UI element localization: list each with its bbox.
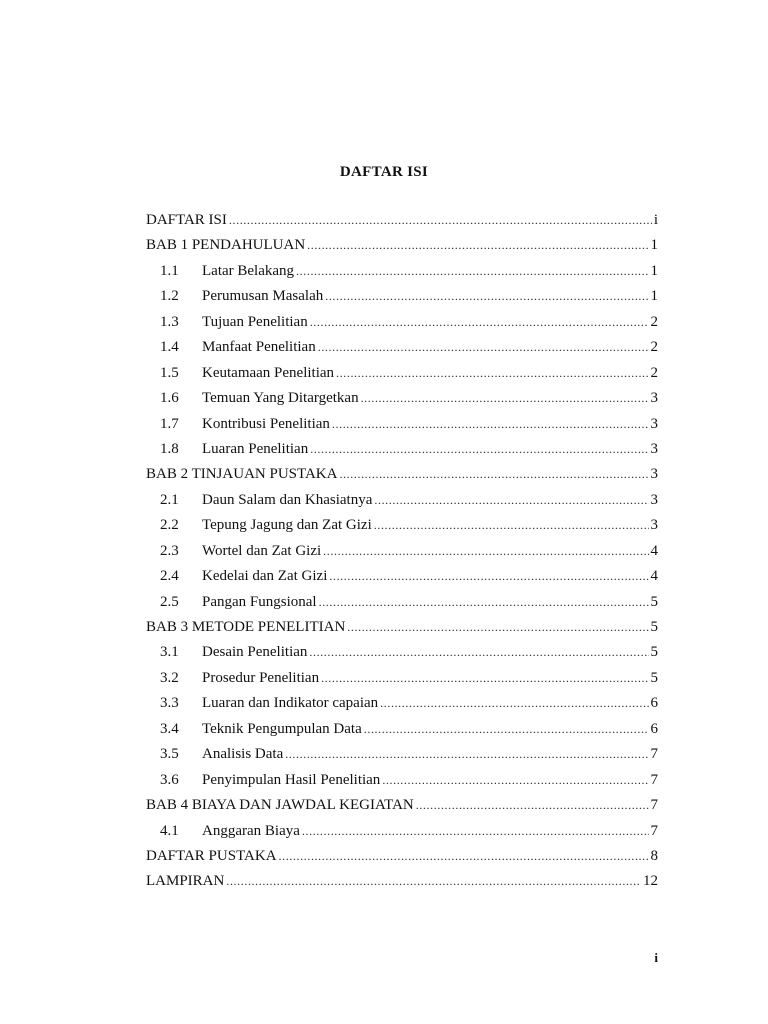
- toc-entry-label: Luaran Penelitian: [202, 440, 309, 457]
- toc-entry-number: 3.6: [160, 771, 179, 788]
- toc-entry: [146, 314, 658, 339]
- dot-leader: [309, 645, 648, 660]
- toc-entry-page: 6: [650, 695, 658, 712]
- dot-leader: [332, 417, 649, 432]
- toc-entry-page: 3: [650, 415, 658, 432]
- toc-entry-page: 1: [650, 262, 658, 279]
- dot-leader: [310, 442, 648, 457]
- page-number: i: [654, 950, 658, 965]
- toc-entry-number: 1.2: [160, 288, 179, 305]
- toc-entry: [146, 390, 658, 415]
- toc-entry-label: Wortel dan Zat Gizi: [202, 542, 322, 559]
- toc-entry-number: 2.2: [160, 517, 179, 534]
- toc-entry: [146, 721, 658, 746]
- toc-entry-page: 5: [650, 644, 658, 661]
- toc-entry: [146, 263, 658, 288]
- toc-entry: [146, 237, 658, 262]
- dot-leader: [323, 544, 648, 559]
- toc-entry-page: 3: [650, 491, 658, 508]
- dot-leader: [296, 264, 648, 279]
- toc-entry-label: DAFTAR ISI: [146, 212, 227, 228]
- toc-entry-page: 5: [650, 669, 658, 686]
- dot-leader: [382, 773, 648, 788]
- toc-entry-label: Daun Salam dan Khasiatnya: [202, 491, 373, 508]
- toc-entry-number: 1.1: [160, 262, 179, 279]
- dot-leader: [279, 849, 649, 864]
- toc-entry-label: Tepung Jagung dan Zat Gizi: [202, 517, 372, 534]
- dot-leader: [374, 518, 649, 533]
- dot-leader: [285, 747, 648, 762]
- toc-entry-page: 6: [650, 720, 658, 737]
- toc-entry-label: Pangan Fungsional: [202, 593, 317, 610]
- dot-leader: [307, 238, 648, 253]
- toc-entry-number: 2.1: [160, 491, 179, 508]
- toc-entry-number: 1.6: [160, 390, 179, 407]
- dot-leader: [361, 391, 649, 406]
- toc-entry-number: 1.4: [160, 339, 179, 356]
- toc-entry-label: DAFTAR PUSTAKA: [146, 847, 277, 864]
- dot-leader: [318, 340, 649, 355]
- toc-entry-page: 2: [650, 313, 658, 330]
- toc-entry: [146, 568, 658, 593]
- toc-entry-page: 7: [650, 746, 658, 763]
- toc-entry: [146, 466, 658, 491]
- toc-entry-label: Manfaat Penelitian: [202, 339, 316, 356]
- toc-entry: [146, 543, 658, 568]
- dot-leader: [321, 671, 648, 686]
- toc-entry: [146, 848, 658, 873]
- toc-entry-page: 8: [650, 847, 658, 864]
- toc-entry: [146, 772, 658, 797]
- toc-entry-page: 3: [650, 390, 658, 407]
- toc-entry-page: 1: [650, 288, 658, 305]
- toc-entry-page: 3: [650, 440, 658, 457]
- toc-entry-label: Anggaran Biaya: [202, 822, 300, 839]
- dot-leader: [416, 798, 649, 813]
- dot-leader: [329, 569, 648, 584]
- dot-leader: [229, 213, 652, 228]
- toc-entry-page: 3: [650, 517, 658, 534]
- dot-leader: [302, 824, 649, 839]
- dot-leader: [226, 874, 641, 889]
- toc-entry: [146, 416, 658, 441]
- table-of-contents: [146, 212, 658, 899]
- toc-entry-label: Analisis Data: [202, 746, 284, 763]
- toc-entry-number: 4.1: [160, 822, 179, 839]
- toc-entry: [146, 212, 658, 237]
- toc-entry-label: Keutamaan Penelitian: [202, 364, 335, 381]
- toc-entry-number: 2.3: [160, 542, 179, 559]
- toc-entry-number: 1.8: [160, 440, 179, 457]
- toc-entry-label: Tujuan Penelitian: [202, 313, 308, 330]
- toc-entry: [146, 619, 658, 644]
- toc-entry-label: Desain Penelitian: [202, 644, 308, 661]
- toc-entry: [146, 644, 658, 669]
- toc-entry-label: LAMPIRAN: [146, 873, 225, 890]
- toc-entry: [146, 823, 658, 848]
- toc-entry: [146, 695, 658, 720]
- dot-leader: [310, 315, 649, 330]
- dot-leader: [339, 467, 648, 482]
- toc-entry: [146, 746, 658, 771]
- toc-entry-label: Prosedur Penelitian: [202, 669, 320, 686]
- toc-entry-label: Perumusan Masalah: [202, 288, 324, 305]
- toc-entry-page: i: [653, 212, 658, 228]
- toc-entry-number: 1.7: [160, 415, 179, 432]
- toc-entry-number: 3.2: [160, 669, 179, 686]
- dot-leader: [336, 366, 648, 381]
- toc-entry: [146, 441, 658, 466]
- toc-entry-label: Temuan Yang Ditargetkan: [202, 390, 359, 407]
- toc-entry-page: 5: [650, 593, 658, 610]
- toc-entry: [146, 339, 658, 364]
- toc-entry-label: Teknik Pengumpulan Data: [202, 720, 362, 737]
- toc-entry-page: 1: [650, 237, 658, 254]
- toc-entry: [146, 594, 658, 619]
- toc-entry-label: Kedelai dan Zat Gizi: [202, 568, 328, 585]
- toc-entry-page: 3: [650, 466, 658, 483]
- dot-leader: [347, 620, 648, 635]
- toc-entry-page: 7: [650, 797, 658, 814]
- toc-entry-page: 12: [643, 873, 658, 890]
- toc-entry: [146, 365, 658, 390]
- toc-entry-number: 3.3: [160, 695, 179, 712]
- dot-leader: [380, 696, 648, 711]
- toc-entry-label: Latar Belakang: [202, 262, 295, 279]
- toc-entry-label: Luaran dan Indikator capaian: [202, 695, 379, 712]
- toc-entry-label: BAB 3 METODE PENELITIAN: [146, 619, 346, 635]
- toc-entry-label: BAB 1 PENDAHULUAN: [146, 237, 306, 254]
- toc-entry: [146, 873, 658, 898]
- toc-entry-label: BAB 4 BIAYA DAN JAWDAL KEGIATAN: [146, 797, 414, 814]
- toc-entry-number: 3.1: [160, 644, 179, 661]
- toc-entry-page: 5: [650, 619, 658, 635]
- toc-entry-number: 3.4: [160, 720, 179, 737]
- toc-entry-number: 3.5: [160, 746, 179, 763]
- dot-leader: [364, 722, 649, 737]
- dot-leader: [374, 493, 648, 508]
- toc-entry: [146, 492, 658, 517]
- toc-entry-page: 4: [650, 568, 658, 585]
- page-title: DAFTAR ISI: [339, 164, 429, 180]
- toc-entry-label: Penyimpulan Hasil Penelitian: [202, 771, 381, 788]
- toc-entry-page: 7: [650, 822, 658, 839]
- toc-entry-number: 2.5: [160, 593, 179, 610]
- toc-entry-page: 2: [650, 339, 658, 356]
- toc-entry-label: BAB 2 TINJAUAN PUSTAKA: [146, 466, 338, 483]
- toc-entry: [146, 288, 658, 313]
- toc-entry-label: Kontribusi Penelitian: [202, 415, 330, 432]
- toc-entry-page: 4: [650, 542, 658, 559]
- toc-entry-number: 1.5: [160, 364, 179, 381]
- toc-entry-number: 2.4: [160, 568, 179, 585]
- toc-entry: [146, 517, 658, 542]
- toc-entry-page: 2: [650, 364, 658, 381]
- toc-entry-page: 7: [650, 771, 658, 788]
- dot-leader: [325, 289, 648, 304]
- toc-entry: [146, 670, 658, 695]
- dot-leader: [319, 595, 649, 610]
- toc-entry: [146, 797, 658, 822]
- toc-entry-number: 1.3: [160, 313, 179, 330]
